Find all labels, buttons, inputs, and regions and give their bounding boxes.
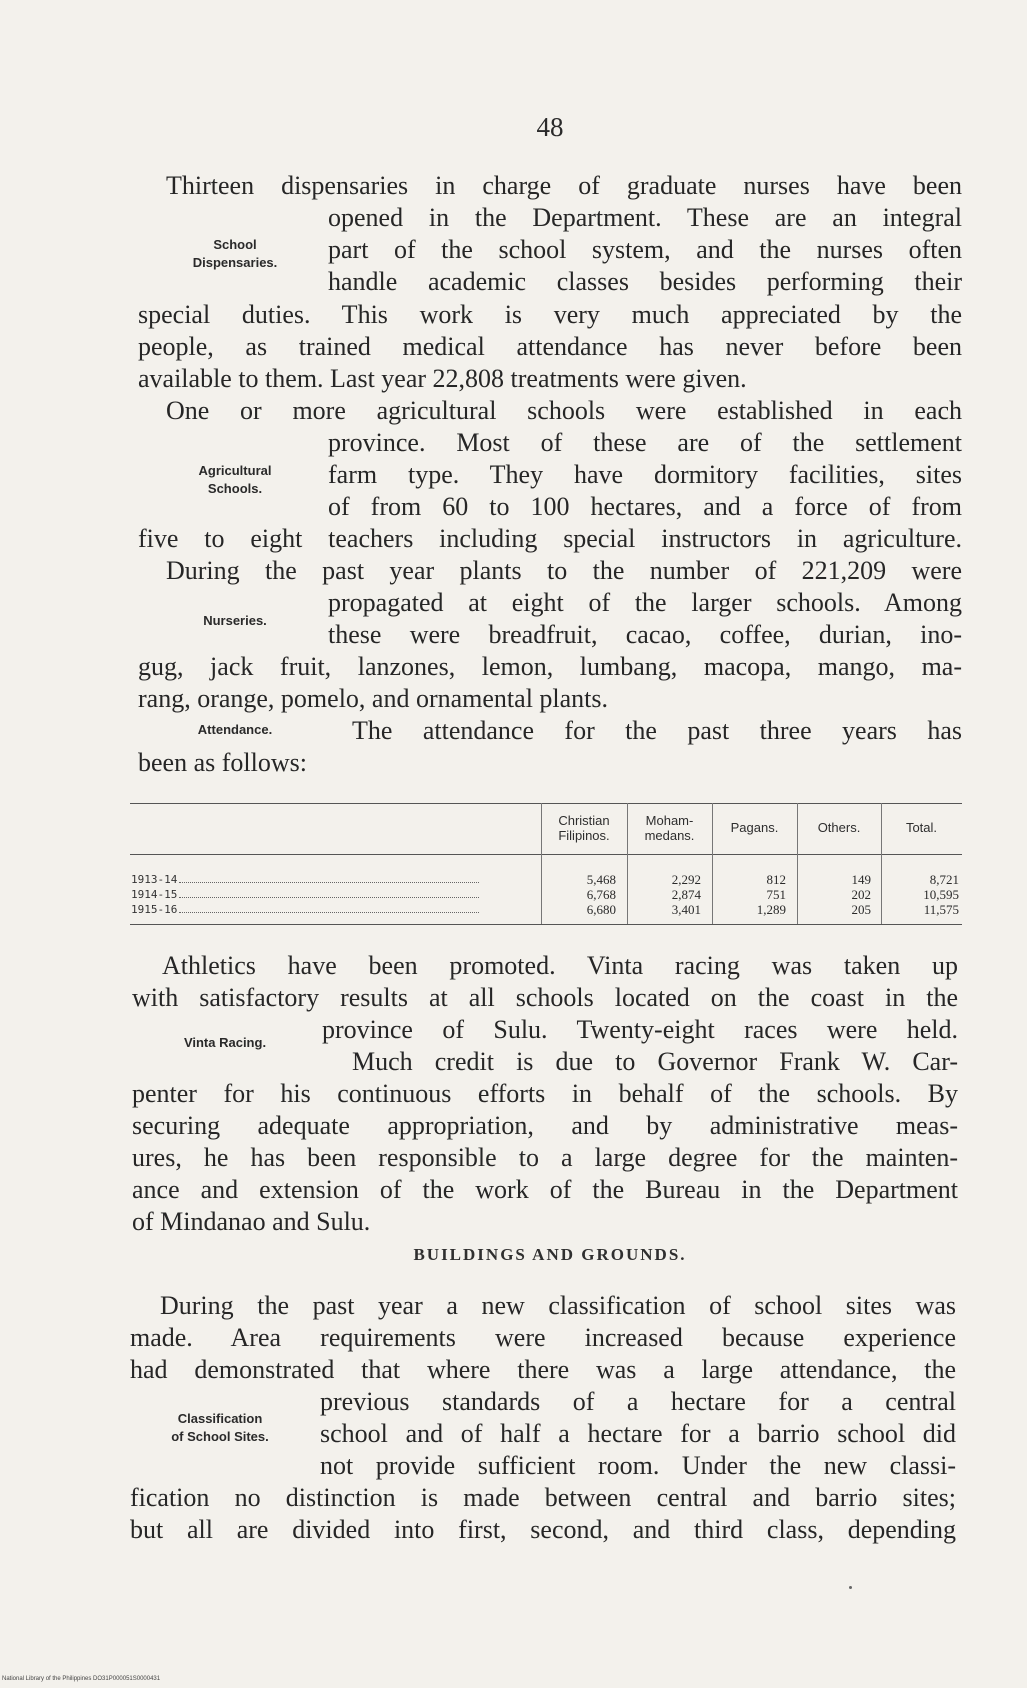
column-header-total: Total.	[905, 820, 938, 835]
text-line: Thirteen dispensaries in charge of graduate nurses have been	[166, 171, 962, 200]
column-header-pagans: Pagans.	[730, 820, 779, 835]
text-line: previous standards of a hectare for a central	[320, 1387, 956, 1416]
table-cell: 8,721	[929, 872, 959, 887]
text-line: been as follows:	[138, 748, 307, 777]
section-heading: BUILDINGS AND GROUNDS.	[413, 1245, 687, 1264]
text-line: not provide sufficient room. Under the new classi-	[320, 1451, 956, 1480]
text-line: had demonstrated that where there was a large attendance, the	[130, 1355, 956, 1384]
table-cell: 10,595	[923, 887, 959, 902]
side-note-classification: Classification of School Sites.	[171, 1411, 269, 1444]
text-line: ance and extension of the work of the Bureau in the Department	[132, 1175, 958, 1204]
text-line: Much credit is due to Governor Frank W. Car-	[352, 1047, 958, 1076]
table-cell: 812	[766, 872, 786, 887]
table-cell: 11,575	[923, 902, 959, 917]
text-line: these were breadfruit, cacao, coffee, durian, ino-	[328, 620, 962, 649]
table-top-rule	[130, 803, 962, 804]
text-line: five to eight teachers including special instructors in agriculture.	[138, 524, 962, 553]
table-row-year: 1915-16	[131, 903, 541, 916]
table-cell: 6,768	[586, 887, 616, 902]
side-note-nurseries: Nurseries.	[203, 613, 267, 628]
text-line: of Mindanao and Sulu.	[132, 1207, 371, 1236]
table-cell: 149	[851, 872, 871, 887]
table-row-year: 1914-15	[131, 888, 541, 901]
text-line: propagated at eight of the larger schools. Among	[328, 588, 962, 617]
text-line: penter for his continuous efforts in behalf of the schools. By	[132, 1079, 958, 1108]
text-line: opened in the Department. These are an integral	[328, 203, 962, 232]
column-header-christian-filipinos: Christian Filipinos.	[558, 813, 610, 843]
text-line: province. Most of these are of the settlement	[328, 428, 962, 457]
column-header-others: Others.	[817, 820, 861, 835]
table-cell: 205	[851, 902, 871, 917]
text-line: ures, he has been responsible to a large degree for the mainten-	[132, 1143, 958, 1172]
table-cell: 2,292	[671, 872, 701, 887]
side-note-attendance: Attendance.	[197, 722, 273, 737]
table-cell: 751	[766, 887, 786, 902]
text-line: but all are divided into first, second, and third class, depending	[130, 1515, 956, 1544]
table-bottom-rule	[130, 924, 962, 925]
text-line: made. Area requirements were increased because experience	[130, 1323, 956, 1352]
text-line: available to them. Last year 22,808 treatments were given.	[138, 364, 747, 393]
table-cell: 3,401	[671, 902, 701, 917]
text-line: handle academic classes besides performing their	[328, 267, 962, 296]
text-line: special duties. This work is very much appreciated by the	[138, 300, 962, 329]
text-line: During the past year a new classification of school sites was	[160, 1291, 956, 1320]
print-speck	[849, 1586, 852, 1589]
text-line: During the past year plants to the number of 221,209 were	[166, 556, 962, 585]
table-cell: 1,289	[756, 902, 786, 917]
side-note-dispensaries: School Dispensaries.	[192, 237, 278, 270]
text-line: One or more agricultural schools were established in each	[166, 396, 962, 425]
page-number: 48	[536, 112, 564, 142]
text-line: of from 60 to 100 hectares, and a force of from	[328, 492, 962, 521]
column-header-mohammedans: Moham- medans.	[644, 813, 695, 843]
text-line: rang, orange, pomelo, and ornamental plants.	[138, 684, 609, 713]
text-line: province of Sulu. Twenty-eight races were held.	[322, 1015, 958, 1044]
text-line: securing adequate appropriation, and by administrative meas-	[132, 1111, 958, 1140]
text-line: with satisfactory results at all schools located on the coast in the	[132, 983, 958, 1012]
text-line: fication no distinction is made between central and barrio sites;	[130, 1483, 956, 1512]
text-line: farm type. They have dormitory facilities, sites	[328, 460, 962, 489]
side-note-vinta-racing: Vinta Racing.	[183, 1035, 267, 1050]
text-line: gug, jack fruit, lanzones, lemon, lumbang, macopa, mango, ma-	[138, 652, 962, 681]
table-header-rule	[130, 854, 962, 855]
table-cell: 2,874	[671, 887, 701, 902]
table-cell: 6,680	[586, 902, 616, 917]
text-line: people, as trained medical attendance has never before been	[138, 332, 962, 361]
text-line: Athletics have been promoted. Vinta racing was taken up	[162, 951, 958, 980]
table-cell: 202	[851, 887, 871, 902]
text-line: The attendance for the past three years has	[352, 716, 962, 745]
text-line: part of the school system, and the nurses often	[328, 235, 962, 264]
table-row-year: 1913-14	[131, 873, 541, 886]
archive-footer: National Library of the Philippines DO31P000051S0000431	[2, 1676, 161, 1682]
table-cell: 5,468	[586, 872, 616, 887]
text-line: school and of half a hectare for a barrio school did	[320, 1419, 956, 1448]
side-note-agricultural: Agricultural Schools.	[198, 463, 272, 496]
